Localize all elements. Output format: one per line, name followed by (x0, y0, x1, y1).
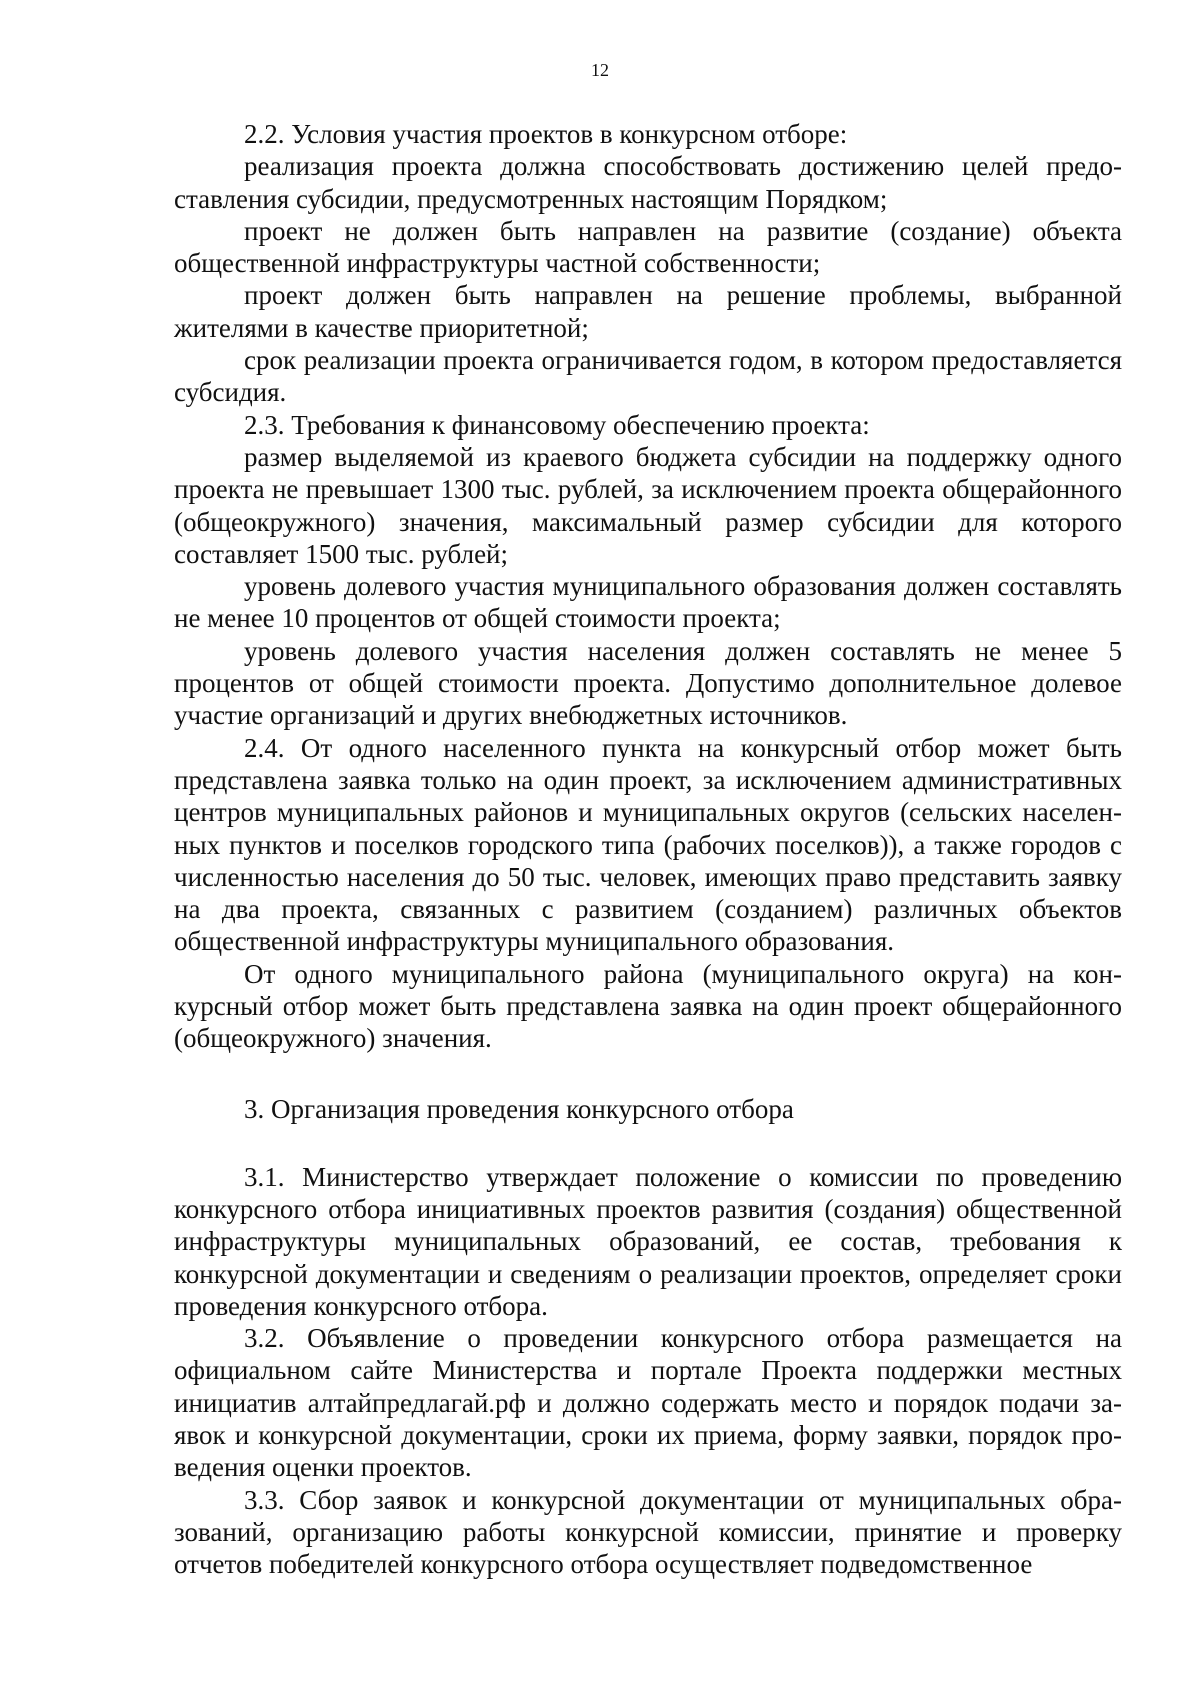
section-3-heading: 3. Организация проведения конкурсного отбора (244, 1093, 794, 1124)
paragraph-2-4-continued: От одного муниципального района (муниципального округа) на конкурсный отбор может быть представлена заявка на один проект общерайонного (общеокружного) значения. (174, 958, 1122, 1054)
paragraph-3-2: 3.2. Объявление о проведении конкурсного отбора размещается на официальном сайте Министерства и портале Проекта поддержки местных инициатив алтайпредлагай.рф и должно содержать место и порядок подачи заявок и конкурсной документации, сроки их приема, форму заявки, порядок проведения оценки проектов. (174, 1323, 1122, 1483)
page-number: 12 (591, 60, 609, 80)
paragraph-2-2-condition-4: срок реализации проекта ограничивается годом, в котором предоставляется субсидия. (174, 345, 1122, 408)
paragraph-2-3-requirement-3: уровень долевого участия населения должен составлять не менее 5 процентов от общей стоимости проекта. Допустимо дополнительное долевое участие организаций и других внебюджетных источников. (174, 635, 1122, 731)
paragraph-3-1: 3.1. Министерство утверждает положение о комиссии по проведению конкурсного отбора инициативных проектов развития (создания) общественной инфраструктуры муниципальных образований, ее состав, требования к конкурсной документации и сведениям о реализации проектов, определяет сроки проведения конкурсного отбора. (174, 1161, 1122, 1321)
paragraph-2-2: 2.2. Условия участия проектов в конкурсном отборе: (244, 119, 848, 149)
paragraph-2-3-requirement-1: размер выделяемой из краевого бюджета субсидии на поддержку одного проекта не превышает 1300 тыс. рублей, за исключением проекта общерайонного (общеокружного) значения, максимальный размер субсидии для которого составляет 1500 тыс. рублей; (174, 441, 1122, 569)
paragraph-2-2-condition-2: проект не должен быть направлен на развитие (создание) объекта общественной инфраструктуры частной собственности; (174, 215, 1122, 279)
document-body (174, 118, 1122, 1580)
spacer (174, 1125, 1122, 1161)
paragraph-2-3: 2.3. Требования к финансовому обеспечению проекта: (244, 409, 870, 440)
paragraph-2-2-condition-3: проект должен быть направлен на решение проблемы, выбранной жителями в качестве приоритетной; (174, 280, 1122, 343)
paragraph-2-3-requirement-2: уровень долевого участия муниципального образования должен составлять не менее 10 процентов от общей стоимости проекта; (174, 571, 1122, 634)
paragraph-2-4: 2.4. От одного населенного пункта на конкурсный отбор может быть представлена заявка только на один проект, за исключением административных центров муниципальных районов и муниципальных округов (сельских населенных пунктов и поселков городского типа (рабочих поселков)), а также городов с численностью населения до 50 тыс. человек, имеющих право представить заявку на два проекта, связанных с развитием (созданием) различных объектов общественной инфраструктуры муниципального образования. (174, 732, 1122, 957)
paragraph-2-2-condition-1: реализация проекта должна способствовать достижению целей предоставления субсидии, предусмотренных настоящим Порядком; (174, 151, 1122, 214)
spacer (174, 1055, 1122, 1093)
paragraph-3-3: 3.3. Сбор заявок и конкурсной документации от муниципальных образований, организацию работы конкурсной комиссии, принятие и проверку отчетов победителей конкурсного отбора осуществляет подведомственное (174, 1484, 1122, 1580)
